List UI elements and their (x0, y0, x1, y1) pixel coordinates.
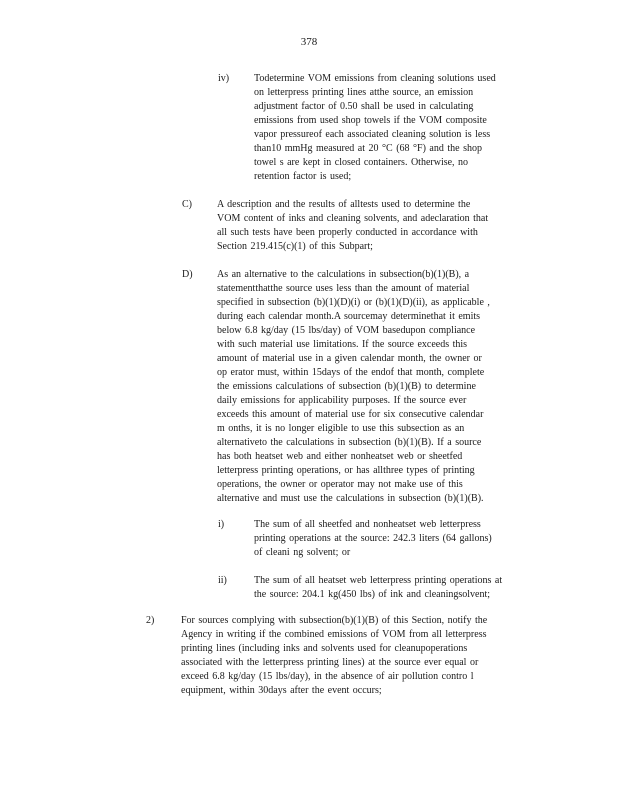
item-2-line: associated with the letterpress printing lines) at the source ever equal or (181, 657, 479, 668)
item-d-i-line: of cleani ng solvent; or (254, 547, 351, 558)
item-2-text (181, 614, 541, 698)
item-iv-line: on letterpress printing lines atthe source, an emission (254, 87, 474, 98)
item-d-i-text (254, 518, 536, 560)
item-d-ii-line: the source: 204.1 kg(450 lbs) of ink and cleaningsolvent; (254, 589, 491, 600)
item-iv-line: than10 mmHg measured at 20 °C (68 °F) and the shop (254, 143, 482, 154)
item-d-line: statementthatthe source uses less than the amount of material (217, 283, 470, 294)
item-d-line: exceeds this amount of material use for six consecutive calendar (217, 409, 484, 420)
item-d-ii-label: ii) (218, 575, 227, 586)
item-d-line: with such material use limitations. If the source exceeds this (217, 339, 468, 350)
item-d-line: has both heatset web and either nonheatset web or sheetfed (217, 451, 463, 462)
item-d-line: letterpress printing operations, or has allthree types of printing (217, 465, 475, 476)
item-d-line: alternativeto the calculations in subsection (b)(1)(B). If a source (217, 437, 482, 448)
item-2-line: exceed 6.8 kg/day (15 lbs/day), in the absence of air pollution contro l (181, 671, 474, 682)
item-d-line: the emissions calculations of subsection (b)(1)(B) to determine (217, 381, 476, 392)
item-d-line: amount of material use in a given calendar month, the owner or (217, 353, 482, 364)
item-iv-label: iv) (218, 73, 230, 84)
item-c-line: Section 219.415(c)(1) of this Subpart; (217, 241, 373, 252)
item-iv-line: retention factor is used; (254, 171, 352, 182)
item-c-line: A description and the results of alltests used to determine the (217, 199, 471, 210)
item-d-line: below 6.8 kg/day (15 lbs/day) of VOM basedupon compliance (217, 325, 476, 336)
item-d-i-line: The sum of all sheetfed and nonheatset web letterpress (254, 519, 481, 530)
item-iv-text (254, 72, 538, 184)
item-iv-line: vapor pressureof each associated cleaning solution is less (254, 129, 491, 140)
item-d-line: specified in subsection (b)(1)(D)(i) or (b)(1)(D)(ii), as applicable , (217, 297, 490, 308)
item-d-i-line: printing operations at the source: 242.3 liters (64 gallons) (254, 533, 492, 544)
item-d-label: D) (182, 269, 193, 280)
item-d-line: operations, the owner or operator may not make use of this (217, 479, 463, 490)
item-iv-line: emissions from used shop towels if the VOM composite (254, 115, 487, 126)
item-d-ii-text (254, 574, 544, 602)
item-iv-line: Todetermine VOM emissions from cleaning solutions used (254, 73, 496, 84)
item-d-line: during each calendar month.A sourcemay determinethat it emits (217, 311, 481, 322)
item-iv-line: towel s are kept in closed containers. Otherwise, no (254, 157, 469, 168)
item-d-i-label: i) (218, 519, 225, 530)
item-iv-line: adjustment factor of 0.50 shall be used in calculating (254, 101, 474, 112)
item-d-text (217, 268, 533, 506)
item-2-line: Agency in writing if the combined emissions of VOM from all letterpress (181, 629, 487, 640)
item-c-label: C) (182, 199, 192, 210)
item-c-line: VOM content of inks and cleaning solvents, and adeclaration that (217, 213, 489, 224)
item-2-line: printing lines (including inks and solvents used for cleanupoperations (181, 643, 468, 654)
item-d-line: daily emissions for applicability purposes. If the source ever (217, 395, 467, 406)
item-c-line: all such tests have been properly conducted in accordance with (217, 227, 478, 238)
item-d-ii-line: The sum of all heatset web letterpress printing operations at (254, 575, 503, 586)
page-number: 378 (300, 36, 318, 48)
item-2-line: equipment, within 30days after the event occurs; (181, 685, 382, 696)
item-d-line: op erator must, within 15days of the endof that month, complete (217, 367, 485, 378)
item-d-line: alternative and must use the calculations in subsection (b)(1)(B). (217, 493, 484, 504)
item-2-label: 2) (146, 615, 155, 626)
item-c-text (217, 198, 531, 254)
item-d-line: m onths, it is no longer eligible to use this subsection as an (217, 423, 465, 434)
item-d-line: As an alternative to the calculations in subsection(b)(1)(B), a (217, 269, 470, 280)
item-2-line: For sources complying with subsection(b)(1)(B) of this Section, notify the (181, 615, 488, 626)
